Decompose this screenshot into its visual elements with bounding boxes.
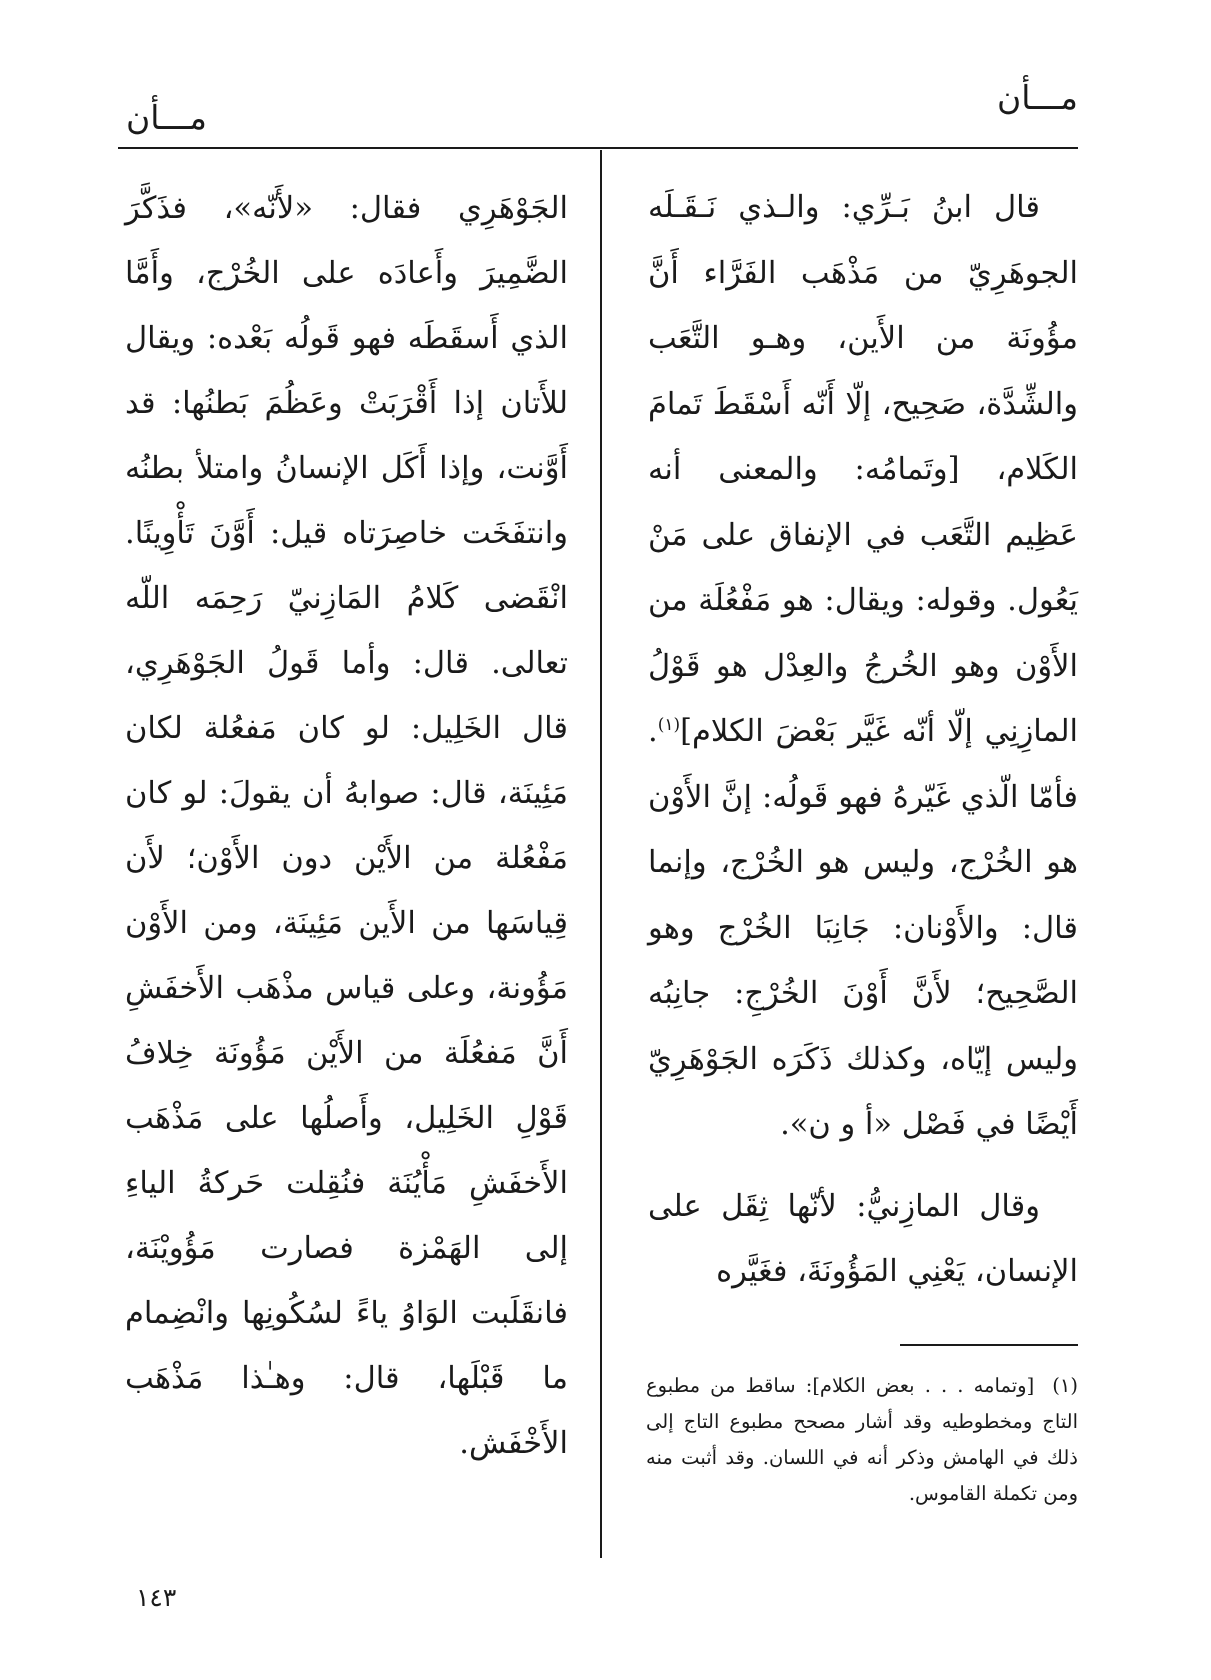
page-header-right: مـــأن bbox=[997, 78, 1078, 117]
footnote-text: [وتمامه . . . بعض الكلام]: ساقط من مطبوع التاج ومخطوطيه وقد أشار مصحح مطبوع التاج إلى ذلك في الهامش وذكر أنه في اللسان. وقد أثبت منه ومن تكملة القاموس. bbox=[646, 1374, 1078, 1505]
right-column bbox=[648, 175, 1078, 1305]
left-column-text: الجَوْهَرِي فقال: «لأَنّه»، فذَكَّرَ الضَّمِيرَ وأَعادَه على الخُرْج، وأَمَّا الذي أَسقَطَه فهو قَولُه بَعْده: ويقال للأَتان إذا أَقْرَبَتْ وعَظُمَ بَطنُها: قد أَوَّنت، وإذا أَكَل الإنسانُ وامتلأ بطنُه وانتفَخَت خاصِرَتاه قيل: أَوَّنَ تَأْوِينًا. انْقَضى كَلامُ المَازِنيّ رَحِمَه اللّه تعالى. قال: وأما قَولُ الجَوْهَرِي، قال الخَلِيل: لو كان مَفعُلة لكان مَئِينَة، قال: صوابهُ أن يقولَ: لو كان مَفْعُلة من الأَيْن دون الأَوْن؛ لأَن قِياسَها من الأَين مَئِينَة، ومن الأَوْن مَؤُونة، وعلى قياس مذْهَب الأَخفَشِ أَنَّ مَفعُلَة من الأَيْن مَؤُونَة خِلافُ قَوْلِ الخَلِيل، وأَصلُها على مَذْهَب الأَخفَشِ مَأْيُنَة فنُقِلت حَركةُ الياءِ إلى الهَمْزة فصارت مَؤُويْنَة، فانقَلَبت الوَاوُ ياءً لسُكُونِها وانْضِمام ما قَبْلَها، قال: وهـٰذا مَذْهَب الأَخْفَش. bbox=[125, 191, 568, 1461]
left-column bbox=[125, 176, 568, 1476]
paragraph-1-continuation: . فأمّا الّذي غَيّرهُ فهو قَولُه: إنَّ الأَوْن هو الخُرْج، وليس هو الخُرْج، وإنما قال: والأَوْنان: جَانِبَا الخُرْج وهو الصَّحِيح؛ لأَنَّ أَوْنَ الخُرْجِ: جانِبُه وليس إيّاه، وكذلك ذَكَرَه الجَوْهَرِيّ أَيْضًا في فَصْل «أ و ن». bbox=[648, 714, 1078, 1142]
paragraph-2: وقال المازِنيُّ: لأنّها ثِقَل على الإنسان، يَعْنِي المَؤُونَةَ، فغَيَّره bbox=[648, 1188, 1078, 1289]
footnote bbox=[646, 1368, 1078, 1512]
footnote-reference: (١) bbox=[657, 714, 681, 735]
footnote-number: (١) bbox=[1052, 1374, 1078, 1397]
page-number: ١٤٣ bbox=[136, 1583, 177, 1612]
paragraph-1 bbox=[648, 175, 1078, 1158]
header-rule bbox=[118, 147, 1078, 149]
footnote-rule bbox=[900, 1344, 1078, 1346]
paragraph-1-text: قال ابنُ بَـرِّي: والـذي نَـقَـلَه الجوهَرِيّ من مَذْهَب الفَرَّاء أَنَّ مؤُونَة من الأَين، وهـو التَّعَب والشِّدَّة، صَحِيح، إلّا أَنّه أَسْقَطَ تَمامَ الكَلام، [وتَمامُه: والمعنى أنه عَظِيم التَّعَب في الإنفاق على مَنْ يَعُول. وقوله: ويقال: هو مَفْعُلَة من الأَوْن وهو الخُرجُ والعِدْل هو قَوْلُ المازِنِي إلّا أنّه غَيَّر بَعْضَ الكلام] bbox=[648, 190, 1078, 749]
page-header-left: مـــأن bbox=[126, 98, 207, 137]
column-divider bbox=[600, 150, 602, 1558]
